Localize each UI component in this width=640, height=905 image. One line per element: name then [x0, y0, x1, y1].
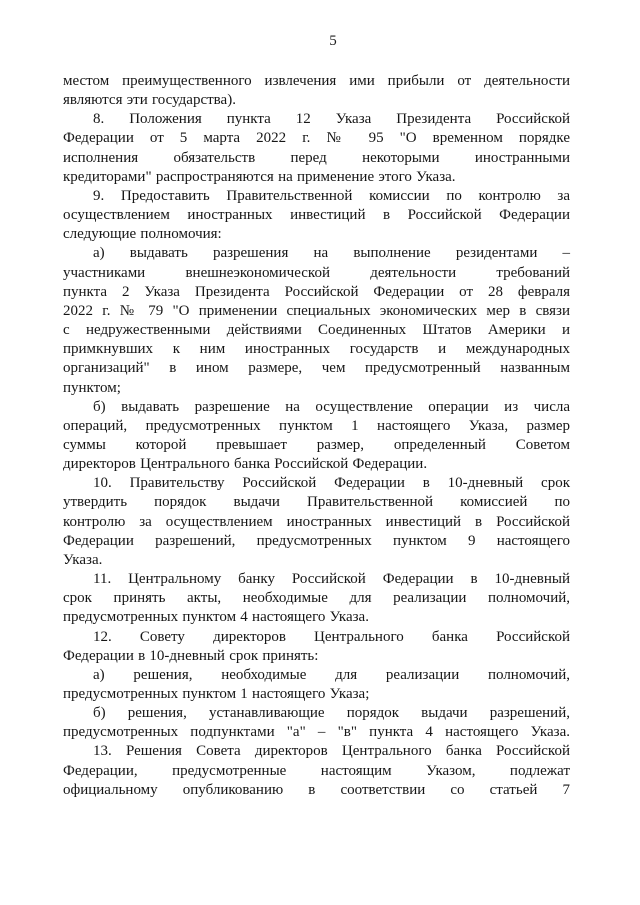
paragraph — [63, 628, 570, 666]
text-line: предусмотренных пунктом 1 настоящего Указа; — [63, 686, 370, 702]
text-line: являются эти государства). — [63, 92, 236, 109]
text-line: а) выдавать разрешения на выполнение резидентами – — [93, 245, 570, 262]
paragraph — [63, 742, 570, 799]
paragraph — [63, 110, 570, 187]
text-line: примкнувших к ним иностранных государств и международных — [63, 341, 570, 358]
text-line: операций, предусмотренных пунктом 1 настоящего Указа, размер — [63, 417, 570, 434]
paragraph — [63, 666, 570, 704]
text-line: 11. Центральному банку Российской Федерации в 10-дневный — [93, 571, 570, 588]
text-line: Указа. — [63, 551, 103, 568]
text-line: с недружественными действиями Соединенных Штатов Америки и — [63, 322, 570, 339]
text-line: пунктом; — [63, 379, 121, 396]
text-line: 10. Правительству Российской Федерации в 10-дневный срок — [93, 475, 570, 492]
text-line: участниками внешнеэкономической деятельности требований — [63, 264, 570, 281]
text-line: срок принять акты, необходимые для реализации полномочий, — [63, 590, 570, 607]
text-line: исполнения обязательств перед некоторыми иностранными — [63, 149, 570, 166]
text-line: б) решения, устанавливающие порядок выдачи разрешений, — [93, 705, 570, 722]
text-line: официальному опубликованию в соответствии со статьей 7 — [63, 781, 570, 798]
text-line: 8. Положения пункта 12 Указа Президента Российской — [93, 111, 570, 128]
page-number: 5 — [329, 33, 337, 49]
text-line: а) решения, необходимые для реализации полномочий, — [93, 666, 570, 683]
paragraph — [63, 398, 570, 475]
text-line: 13. Решения Совета директоров Центрального банка Российской — [93, 743, 570, 760]
text-line: Федерации в 10-дневный срок принять: — [63, 647, 319, 664]
paragraph — [63, 474, 570, 570]
paragraph — [63, 72, 570, 110]
text-line: местом преимущественного извлечения ими прибыли от деятельности — [63, 73, 570, 89]
text-line: пункта 2 Указа Президента Российской Федерации от 28 февраля — [63, 283, 570, 300]
text-line: суммы которой превышает размер, определенный Советом — [63, 436, 570, 453]
text-line: организаций" в ином размере, чем предусмотренный названным — [63, 360, 570, 377]
paragraph — [63, 244, 570, 397]
text-line: 9. Предоставить Правительственной комиссии по контролю за — [93, 187, 570, 204]
text-line: Федерации от 5 марта 2022 г. № 95 "О временном порядке — [63, 130, 570, 147]
text-line: предусмотренных подпунктами "а" – "в" пункта 4 настоящего Указа. — [63, 724, 570, 741]
text-line: б) выдавать разрешение на осуществление операции из числа — [93, 398, 570, 415]
document-body — [63, 72, 570, 800]
text-line: осуществлением иностранных инвестиций в Российской Федерации — [63, 207, 570, 224]
text-line: 2022 г. № 79 "О применении специальных экономических мер в связи — [63, 302, 570, 319]
paragraph — [63, 704, 570, 742]
text-line: кредиторами" распространяются на применение этого Указа. — [63, 168, 456, 185]
text-line: директоров Центрального банка Российской Федерации. — [63, 456, 428, 473]
text-line: утвердить порядок выдачи Правительственной комиссией по — [63, 494, 570, 511]
paragraph — [63, 187, 570, 244]
text-line: Федерации разрешений, предусмотренных пунктом 9 настоящего — [63, 532, 570, 549]
text-line: следующие полномочия: — [63, 226, 222, 243]
text-line: контролю за осуществлением иностранных инвестиций в Российской — [63, 513, 570, 530]
text-line: Федерации, предусмотренные настоящим Указом, подлежат — [63, 762, 570, 779]
text-line: 12. Совету директоров Центрального банка Российской — [93, 628, 570, 645]
text-line: предусмотренных пунктом 4 настоящего Указа. — [63, 609, 369, 626]
paragraph — [63, 570, 570, 627]
